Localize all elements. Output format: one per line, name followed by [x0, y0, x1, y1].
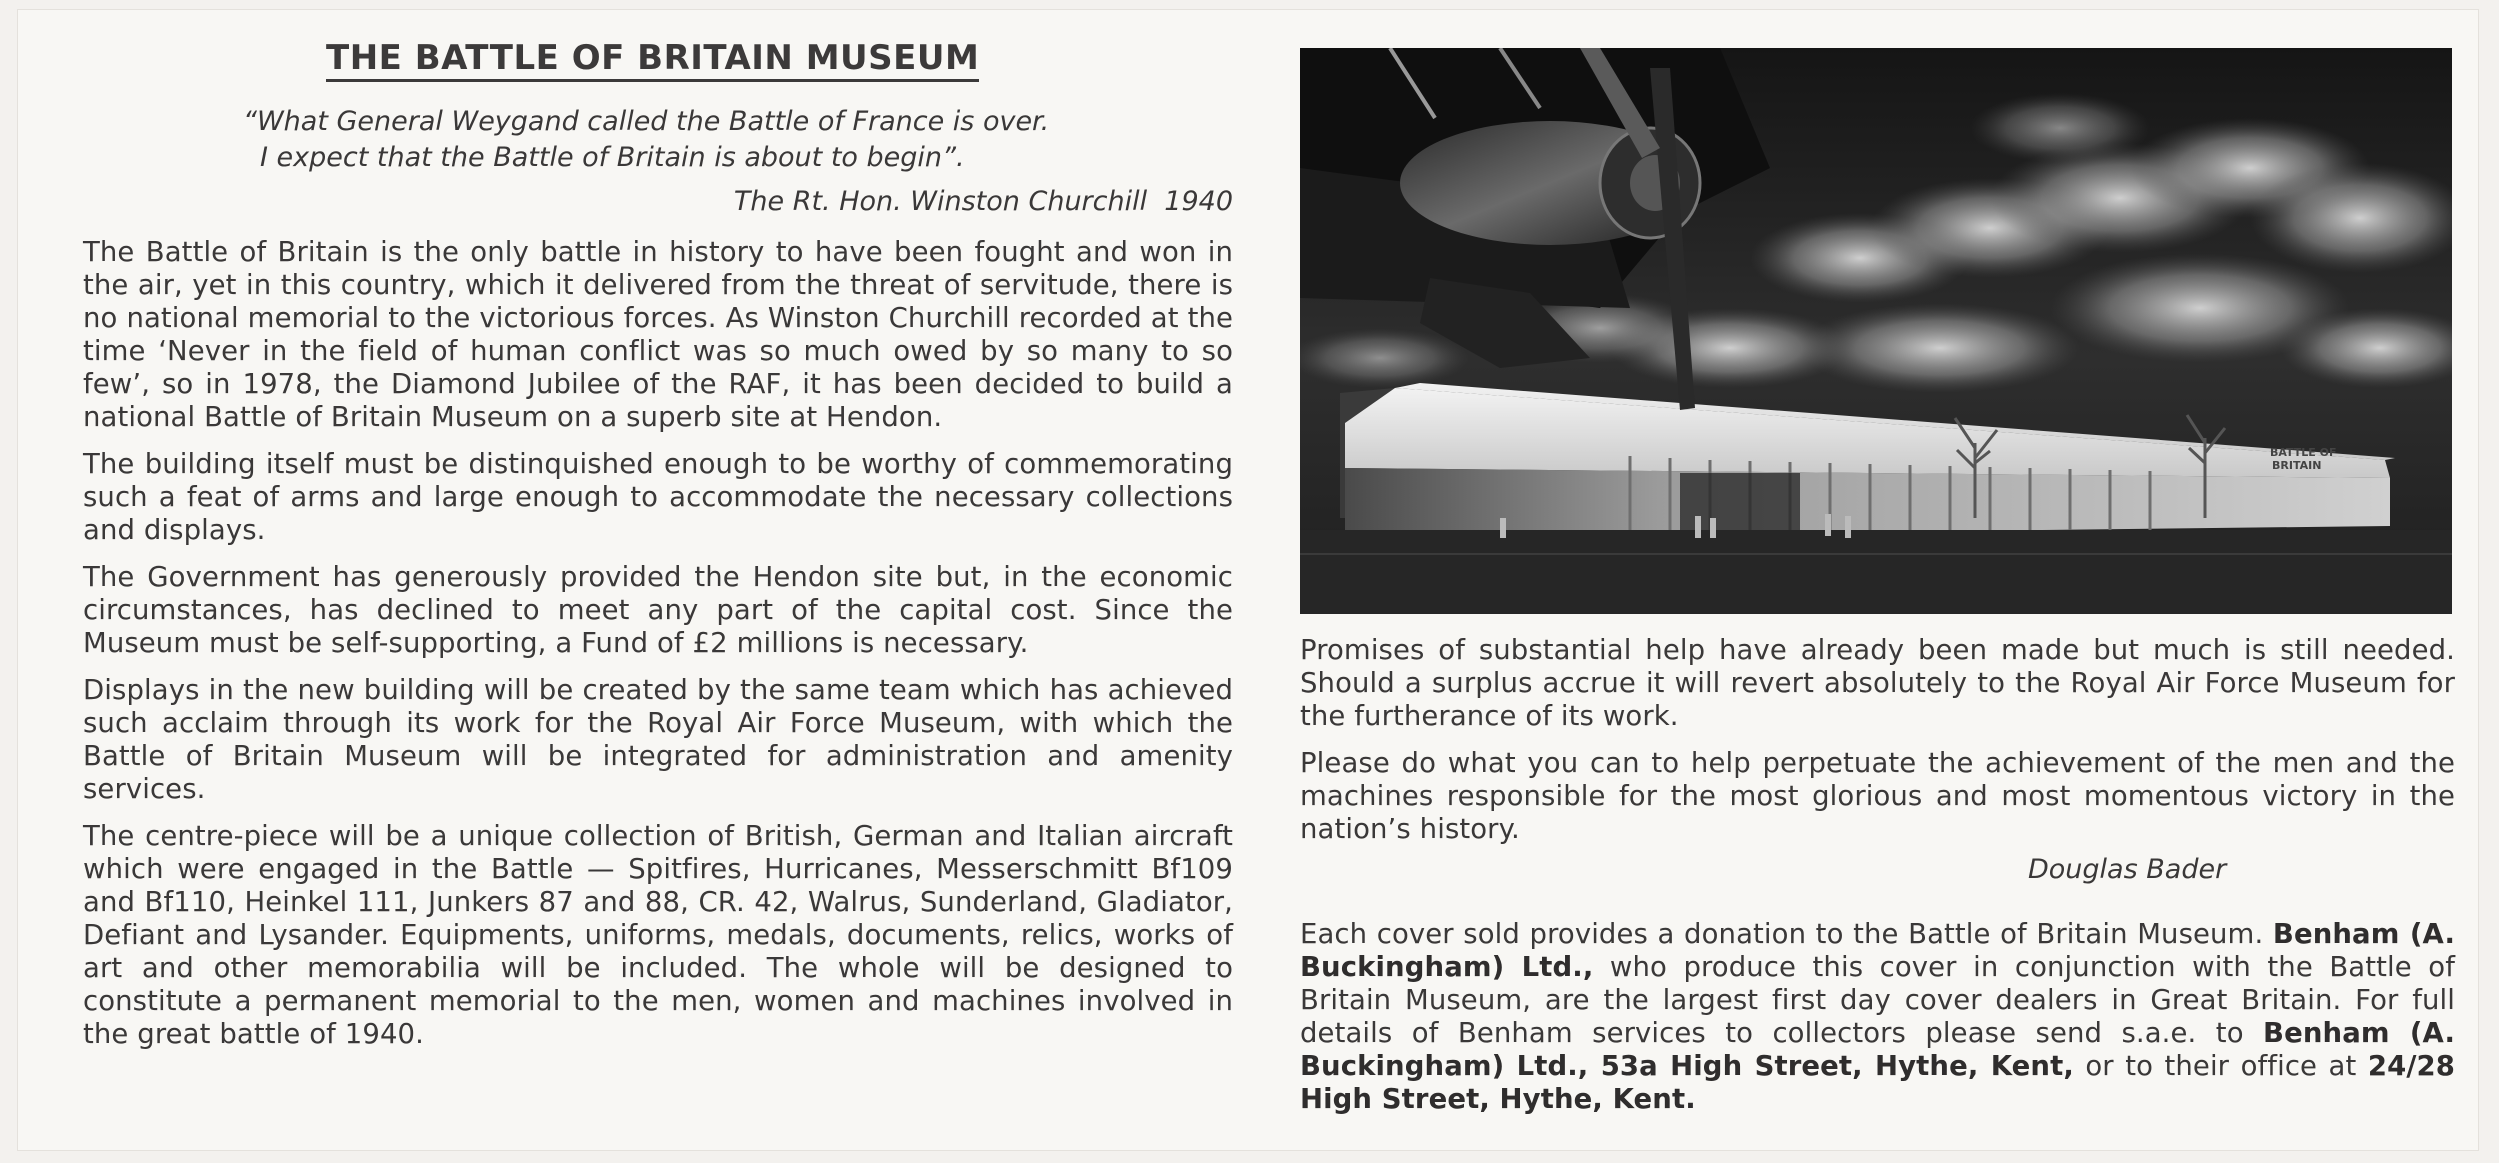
paragraph-building: The building itself must be distinquished enough to be worthy of commemorating such a feat of arms and large enough to accommodate the necessary collections and displays.	[83, 448, 1233, 546]
quote-line-1: “What General Weygand called the Battle of France is over.	[243, 106, 1050, 137]
benham-office-address: 24/28 High Street, Hythe, Kent.	[1300, 1050, 2455, 1115]
benham-company-name: Benham (A. Buckingham) Ltd.,	[1300, 918, 2455, 983]
paragraph-displays: Displays in the new building will be created by the same team which has achieved such acclaim through its work for the Royal Air Force Museum, with which the Battle of Britain Museum will be integrated for administration and amenity services.	[83, 674, 1233, 805]
foreground-ground	[1300, 530, 2452, 614]
museum-photo	[1300, 48, 2452, 614]
paragraph-intro: The Battle of Britain is the only battle in history to have been fought and won in the air, yet in this country, which it delivered from the threat of servitude, there is no national memorial to the victorious forces. As Winston Churchill recorded at the time ‘Never in the field of human conflict was so much owed by so many to so few’, so in 1978, the Diamond Jubilee of the RAF, it has been decided to build a national Battle of Britain Museum on a superb site at Hendon.	[83, 236, 1233, 433]
quote-line-2: I expect that the Battle of Britain is about to begin”.	[260, 142, 965, 173]
building-sign-line-1: BATTLE OF	[2270, 446, 2337, 459]
paragraph-centre-piece: The centre-piece will be a unique collection of British, German and Italian aircraft which were engaged in the Battle — Spitfires, Hurricanes, Messerschmitt Bf109 and Bf110, Heinkel 111, Junkers 87 and 88, CR. 42, Walrus, Sunderland, Gladiator, Defiant and Lysander. Equipments, uniforms, medals, documents, relics, works of art and other memorabilia will be included. The whole will be designed to constitute a permanent memorial to the men, women and machines involved in the great battle of 1940.	[83, 820, 1233, 1050]
paragraph-appeal: Please do what you can to help perpetuate the achievement of the men and the machines responsible for the most glorious and most momentous victory in the nation’s history.	[1300, 747, 2455, 845]
benham-text-1: Each cover sold provides a donation to the Battle of Britain Museum.	[1300, 918, 2273, 950]
right-column	[1300, 48, 2455, 1130]
left-column	[83, 38, 1233, 1065]
benham-text-3: or to their office at	[2073, 1050, 2368, 1082]
page-title: THE BATTLE OF BRITAIN MUSEUM	[326, 38, 979, 82]
signature-douglas-bader: Douglas Bader	[2028, 854, 2227, 885]
building-sign-line-2: BRITAIN	[2272, 459, 2322, 472]
paragraph-government: The Government has generously provided the Hendon site but, in the economic circumstances, has declined to meet any part of the capital cost. Since the Museum must be self-supporting, a Fund of £2 millions is necessary.	[83, 561, 1233, 659]
paragraph-benham	[1300, 918, 2455, 1116]
leaflet-sheet	[18, 10, 2478, 1150]
benham-text-2: who produce this cover in conjunction with the Battle of Britain Museum, are the largest first day cover dealers in Great Britain. For full details of Benham services to collectors please send s.a.e. to	[1300, 951, 2456, 1049]
churchill-quote	[83, 104, 1233, 220]
paragraph-promises: Promises of substantial help have already been made but much is still needed. Should a surplus accrue it will revert absolutely to the Royal Air Force Museum for the furtherance of its work.	[1300, 634, 2455, 732]
quote-attribution: The Rt. Hon. Winston Churchill 1940	[733, 186, 1233, 217]
museum-photo-illustration	[1300, 48, 2452, 614]
benham-address: Benham (A. Buckingham) Ltd., 53a High Street, Hythe, Kent,	[1300, 1017, 2455, 1082]
